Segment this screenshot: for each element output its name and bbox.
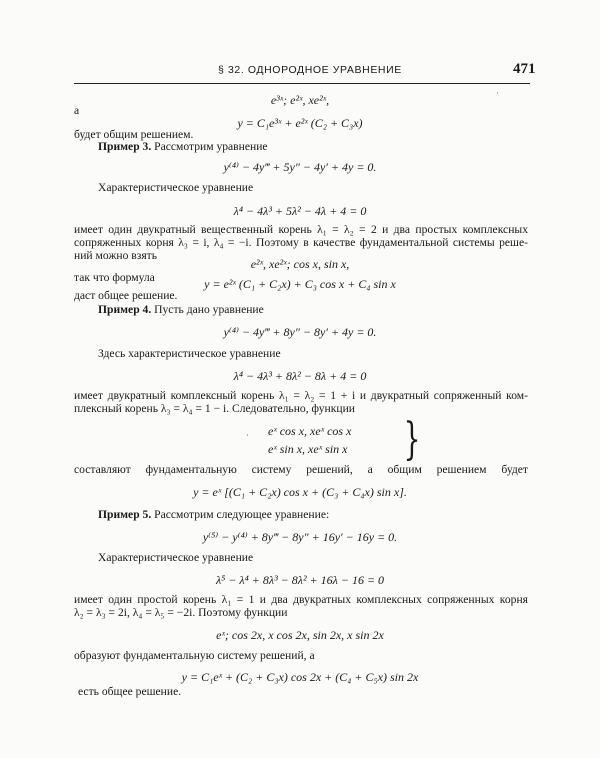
example-3-heading <box>98 140 268 154</box>
scan-speck: · <box>246 430 249 440</box>
formula-basis-5: eˣ; cos 2x, x cos 2x, sin 2x, x sin 2x <box>216 628 384 642</box>
formula-char-eq-3: λ⁴ − 4λ³ + 5λ² − 4λ + 4 = 0 <box>233 204 367 218</box>
text-line: Характеристическое уравнение <box>98 181 254 194</box>
text-line: так что формула <box>74 271 155 284</box>
text-line: есть общее решение. <box>78 685 182 698</box>
formula-equation-3: y⁽⁴⁾ − 4y‴ + 5y″ − 4y′ + 4y = 0. <box>223 160 377 174</box>
text-line: имеет один двукратный вещественный корень λ₁ = λ₂ = 2 и два простых комплексных <box>74 223 528 236</box>
formula-general-solution-5: y = C₁eˣ + (C₂ + C₃x) cos 2x + (C₄ + C₅x) sin 2x <box>181 670 419 684</box>
example-label: Пример 4. <box>98 303 152 316</box>
example-text: Пусть дано уравнение <box>151 303 264 316</box>
example-4-heading <box>98 303 264 317</box>
text-line: имеет двукратный комплексный корень λ₁ = λ₂ = 1 + i и двукратный сопряженный ком- <box>74 389 528 402</box>
formula-basis-3: e²ˣ, xe²ˣ; cos x, sin x, <box>250 257 350 271</box>
text-line: λ₂ = λ₃ = 2i, λ₄ = λ₅ = −2i. Поэтому функции <box>74 606 288 619</box>
formula-equation-5: y⁽⁵⁾ − y⁽⁴⁾ + 8y‴ − 8y″ + 16y′ − 16y = 0. <box>202 530 398 544</box>
example-text: Рассмотрим следующее уравнение: <box>151 508 330 521</box>
formula-equation-4: y⁽⁴⁾ − 4y‴ + 8y″ − 8y′ + 4y = 0. <box>223 325 377 339</box>
formula-general-solution-1: y = C₁e³ˣ + e²ˣ (C₂ + C₃x) <box>237 116 363 130</box>
text-line: составляют фундаментальную систему решений, а общим решением будет <box>74 463 528 476</box>
text-line: плексный корень λ₃ = λ₄ = 1 − i. Следовательно, функции <box>74 402 355 415</box>
header-rule <box>74 83 530 84</box>
text-line: образуют фундаментальную систему решений, а <box>74 649 315 662</box>
scan-speck: · <box>496 88 499 98</box>
example-text: Рассмотрим уравнение <box>151 140 268 153</box>
formula-basis-4-row2: eˣ sin x, xeˣ sin x <box>268 442 348 456</box>
text-line: а <box>74 104 80 117</box>
formula-general-solution-4: y = eˣ [(C₁ + C₂x) cos x + (C₃ + C₄x) sin x]. <box>193 485 407 499</box>
example-5-heading <box>98 508 329 522</box>
text-line: будет общим решением. <box>74 128 194 141</box>
text-line: ний можно взять <box>74 249 158 262</box>
text-line: сопряженных корня λ₃ = i, λ₄ = −i. Поэтому в качестве фундаментальной системы реше- <box>74 236 528 249</box>
page-number: 471 <box>513 61 536 77</box>
right-brace: } <box>403 414 421 465</box>
section-title: § 32. ОДНОРОДНОЕ УРАВНЕНИЕ <box>218 64 402 76</box>
text-line: Характеристическое уравнение <box>98 551 254 564</box>
text-line: имеет один простой корень λ₁ = 1 и два двукратных комплексных сопряженных корня <box>74 593 528 606</box>
text-line: Здесь характеристическое уравнение <box>98 347 281 360</box>
text-line: даст общее решение. <box>74 289 178 302</box>
formula-basis-4-row1: eˣ cos x, xeˣ cos x <box>268 424 352 438</box>
example-label: Пример 5. <box>98 508 152 521</box>
running-header <box>0 61 600 80</box>
example-label: Пример 3. <box>98 140 152 153</box>
formula-general-solution-3: y = e²ˣ (C₁ + C₂x) + C₃ cos x + C₄ sin x <box>204 277 396 291</box>
formula-basis-1: e³ˣ; e²ˣ, xe²ˣ, <box>270 93 330 107</box>
formula-char-eq-5: λ⁵ − λ⁴ + 8λ³ − 8λ² + 16λ − 16 = 0 <box>215 573 385 587</box>
formula-char-eq-4: λ⁴ − 4λ³ + 8λ² − 8λ + 4 = 0 <box>233 369 367 383</box>
